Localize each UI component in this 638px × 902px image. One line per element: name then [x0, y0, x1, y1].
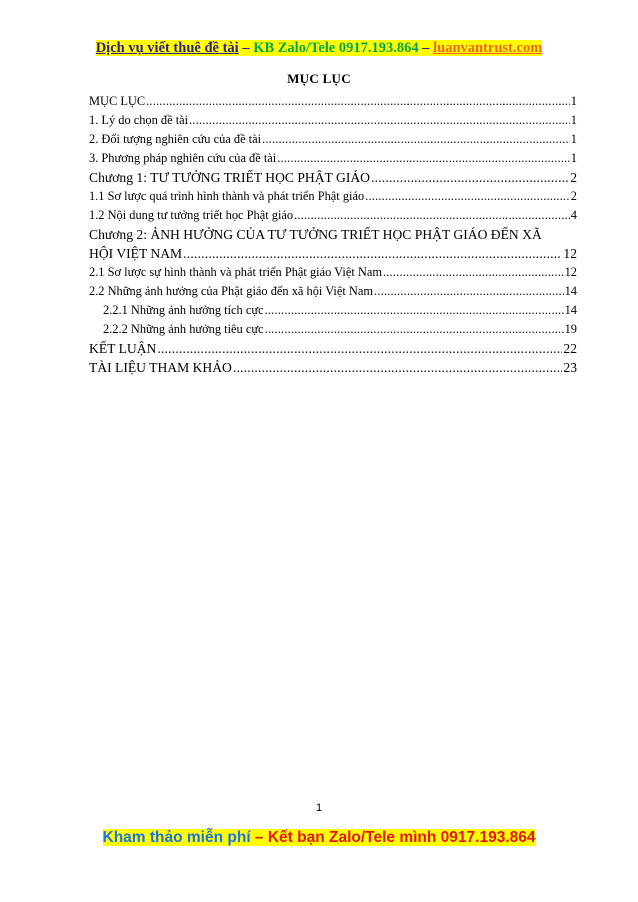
toc-entry-text-line2: HỘI VIỆT NAM: [89, 246, 183, 261]
footer-banner: [0, 829, 638, 847]
toc-leader-dots: [265, 301, 564, 320]
toc-entry-page: 1: [570, 113, 577, 127]
toc-entry-2-1[interactable]: [89, 263, 577, 282]
toc-entry-page: 12: [564, 265, 577, 279]
toc-entry-page: 22: [563, 341, 577, 356]
header-separator: –: [238, 40, 254, 56]
toc-entry-page: 14: [564, 284, 577, 298]
toc-leader-dots: [183, 244, 562, 263]
toc-entry-page: 1: [570, 94, 577, 108]
toc-entry-page: 1: [570, 132, 577, 146]
toc-leader-dots: [371, 168, 569, 187]
toc-leader-dots: [262, 130, 570, 149]
toc-leader-dots: [383, 263, 564, 282]
toc-entry-phuong-phap[interactable]: [89, 149, 577, 168]
toc-entry-page: 19: [564, 322, 577, 336]
toc-entry-text: 1. Lý do chọn đề tài: [89, 113, 189, 127]
toc-leader-dots: [374, 282, 564, 301]
toc-entry-muc-luc[interactable]: [89, 92, 577, 111]
toc-leader-dots: [265, 320, 564, 339]
toc-entry-ket-luan[interactable]: [89, 339, 577, 358]
toc-entry-page: 14: [564, 303, 577, 317]
header-website-link[interactable]: luanvantrust.com: [433, 40, 543, 56]
toc-leader-dots: [146, 92, 570, 111]
toc-entry-text: Chương 1: TƯ TƯỞNG TRIẾT HỌC PHẬT GIÁO: [89, 170, 370, 185]
toc-leader-dots: [157, 339, 562, 358]
toc-title: MỤC LỤC: [287, 71, 351, 86]
table-of-contents: [89, 92, 577, 377]
toc-entry-page: 2: [570, 170, 577, 185]
page-number: 1: [315, 802, 323, 814]
toc-entry-text: 3. Phương pháp nghiên cứu của đề tài: [89, 151, 277, 165]
header-banner: [0, 40, 638, 57]
toc-entry-page: 4: [570, 208, 577, 222]
toc-entry-text: TÀI LIỆU THAM KHẢO: [89, 360, 232, 375]
footer-separator: –: [250, 829, 268, 846]
toc-entry-1-1[interactable]: [89, 187, 577, 206]
toc-entry-ly-do[interactable]: [89, 111, 577, 130]
toc-entry-doi-tuong[interactable]: [89, 130, 577, 149]
toc-entry-line2: [89, 244, 577, 263]
toc-entry-page: 12: [563, 246, 577, 261]
toc-entry-text: 2. Đối tượng nghiên cứu của đề tài: [89, 132, 262, 146]
toc-leader-dots: [277, 149, 570, 168]
toc-entry-2-2-1[interactable]: [89, 301, 577, 320]
toc-entry-chuong-2[interactable]: [89, 225, 577, 263]
toc-entry-2-2-2[interactable]: [89, 320, 577, 339]
toc-entry-page: 23: [563, 360, 577, 375]
footer-contact-text: Kết bạn Zalo/Tele mình 0917.193.864: [267, 829, 536, 846]
toc-entry-text: 1.2 Nội dung tư tưởng triết học Phật giáo: [89, 208, 294, 222]
toc-entry-text: 2.2.2 Những ảnh hưởng tiêu cực: [103, 322, 264, 336]
header-separator: –: [418, 40, 434, 56]
toc-leader-dots: [189, 111, 570, 130]
toc-entry-text: KẾT LUẬN: [89, 341, 157, 356]
footer-free-text: Kham thảo miễn phí: [102, 829, 251, 846]
toc-entry-text: 1.1 Sơ lược quá trình hình thành và phát triển Phật giáo: [89, 189, 365, 203]
toc-entry-text: 2.2.1 Những ảnh hưởng tích cực: [103, 303, 264, 317]
header-service-text: Dịch vụ viết thuê đề tài: [95, 40, 239, 56]
toc-entry-chuong-1[interactable]: [89, 168, 577, 187]
toc-entry-1-2[interactable]: [89, 206, 577, 225]
toc-entry-page: 1: [570, 151, 577, 165]
toc-entry-text: 2.1 Sơ lược sự hình thành và phát triển Phật giáo Việt Nam: [89, 265, 382, 279]
toc-leader-dots: [294, 206, 570, 225]
toc-entry-text: 2.2 Những ảnh hưởng của Phật giáo đến xã hội Việt Nam: [89, 284, 373, 298]
toc-entry-text: MỤC LỤC: [89, 94, 146, 108]
toc-entry-2-2[interactable]: [89, 282, 577, 301]
toc-leader-dots: [233, 358, 563, 377]
toc-leader-dots: [365, 187, 570, 206]
header-contact-text: KB Zalo/Tele 0917.193.864: [253, 40, 419, 56]
toc-entry-text-line1: Chương 2: ẢNH HƯỞNG CỦA TƯ TƯỞNG TRIẾT HỌC PHẬT GIÁO ĐẾN XÃ: [89, 227, 542, 242]
toc-entry-tai-lieu[interactable]: [89, 358, 577, 377]
toc-entry-page: 2: [570, 189, 577, 203]
